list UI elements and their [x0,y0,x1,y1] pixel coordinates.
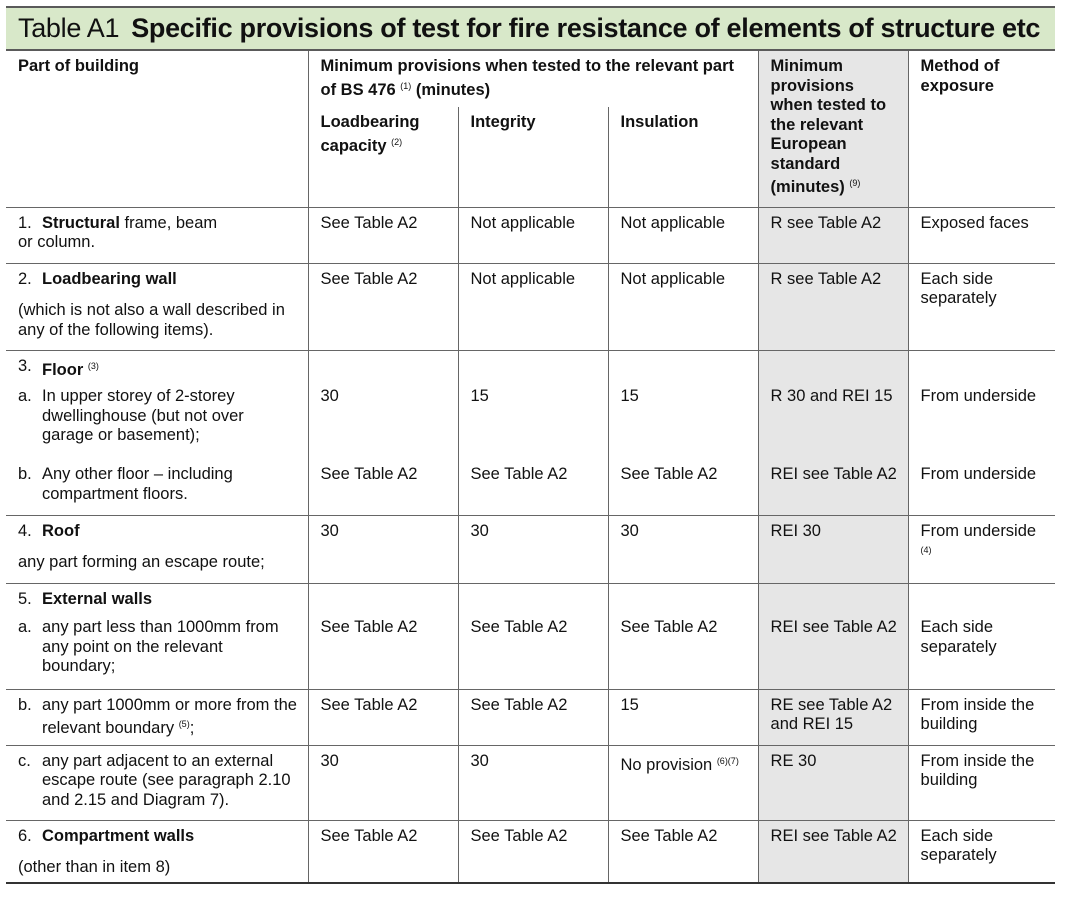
table-title-bar [6,6,1055,51]
loadbearing-cell: See Table A2 [308,820,458,883]
european-cell: R 30 and REI 15 [758,384,908,459]
insulation-cell: See Table A2 [608,615,758,689]
european-cell: REI see Table A2 [758,615,908,689]
exposure-cell: From underside $^{(4)}$ [908,515,1055,583]
row-part-cell: 3. Floor $^{(3)}$ [6,350,308,384]
table-number: Table A1 [18,13,120,43]
row-part-cell: a. any part less than 1000mm from any point on the relevant boundary; [18,618,279,675]
row-part-cell: c. any part adjacent to an external escape route (see paragraph 2.10 and 2.15 and Diagram 7). [6,745,308,820]
table-row [6,615,1055,689]
table-row [6,745,1055,820]
insulation-cell: Not applicable [608,207,758,263]
integrity-cell: See Table A2 [458,689,608,745]
exposure-cell: Exposed faces [908,207,1055,263]
row-part-cell: 1. Structural frame, beam or column. [6,207,308,263]
insulation-cell: 30 [608,515,758,583]
table-row [6,384,1055,459]
row-part-cell: 5. External walls [6,583,308,615]
exposure-cell: Each side separately [908,615,1055,689]
integrity-cell: Not applicable [458,263,608,350]
header-part-of-building: Part of building [18,57,139,75]
european-cell: RE 30 [758,745,908,820]
loadbearing-cell: See Table A2 [308,207,458,263]
insulation-cell: See Table A2 [608,820,758,883]
european-cell: R see Table A2 [758,263,908,350]
header-european: Minimum provisions when tested to the relevant European standard (minutes) $^{(9)}$ [758,51,908,207]
integrity-cell: 30 [458,745,608,820]
table-row [6,459,1055,515]
insulation-cell: No provision $^{(6)(7)}$ [608,745,758,820]
row-part-cell: a. In upper storey of 2-storey dwellinghouse (but not over garage or basement); [18,387,244,444]
exposure-cell: From underside [908,459,1055,515]
header-bs476: Minimum provisions when tested to the relevant part of BS 476 $^{(1)}$ (minutes) [308,51,758,107]
integrity-cell: Not applicable [458,207,608,263]
table-row [6,689,1055,745]
exposure-cell: Each side separately [908,820,1055,883]
loadbearing-cell: 30 [308,515,458,583]
loadbearing-cell: See Table A2 [308,459,458,515]
insulation-cell: 15 [608,689,758,745]
european-cell: RE see Table A2 and REI 15 [758,689,908,745]
table-row [6,350,1055,384]
integrity-cell: See Table A2 [458,820,608,883]
row-part-cell: 4. Roof any part forming an escape route; [6,515,308,583]
european-cell: REI 30 [758,515,908,583]
header-insulation: Insulation [608,107,758,207]
integrity-cell: See Table A2 [458,459,608,515]
header-integrity: Integrity [458,107,608,207]
table-row [6,207,1055,263]
row-part-cell: b. Any other floor – including compartment floors. [18,465,233,503]
table-row [6,515,1055,583]
insulation-cell: See Table A2 [608,459,758,515]
european-cell: REI see Table A2 [758,820,908,883]
loadbearing-cell: See Table A2 [308,615,458,689]
exposure-cell: Each side separately [908,263,1055,350]
table-row [6,820,1055,883]
exposure-cell: From inside the building [908,745,1055,820]
integrity-cell: 30 [458,515,608,583]
integrity-cell: See Table A2 [458,615,608,689]
insulation-cell: 15 [608,384,758,459]
loadbearing-cell: See Table A2 [308,689,458,745]
exposure-cell: From inside the building [908,689,1055,745]
header-row-1 [6,51,1055,107]
insulation-cell: Not applicable [608,263,758,350]
european-cell: R see Table A2 [758,207,908,263]
european-cell: REI see Table A2 [758,459,908,515]
table-title: Specific provisions of test for fire resistance of elements of structure etc [131,13,1041,43]
row-part-cell: 2. Loadbearing wall (which is not also a wall described in any of the following items). [6,263,308,350]
table-row [6,583,1055,615]
table-row [6,263,1055,350]
row-part-cell: b. any part 1000mm or more from the relevant boundary $^{(5)}$; [6,689,308,745]
fire-resistance-table [6,51,1055,884]
integrity-cell: 15 [458,384,608,459]
loadbearing-cell: 30 [308,384,458,459]
loadbearing-cell: 30 [308,745,458,820]
exposure-cell: From underside [908,384,1055,459]
header-exposure: Method of exposure [908,51,1055,207]
row-part-cell: 6. Compartment walls (other than in item 8) [6,820,308,883]
loadbearing-cell: See Table A2 [308,263,458,350]
header-loadbearing: Loadbearing capacity $^{(2)}$ [308,107,458,207]
